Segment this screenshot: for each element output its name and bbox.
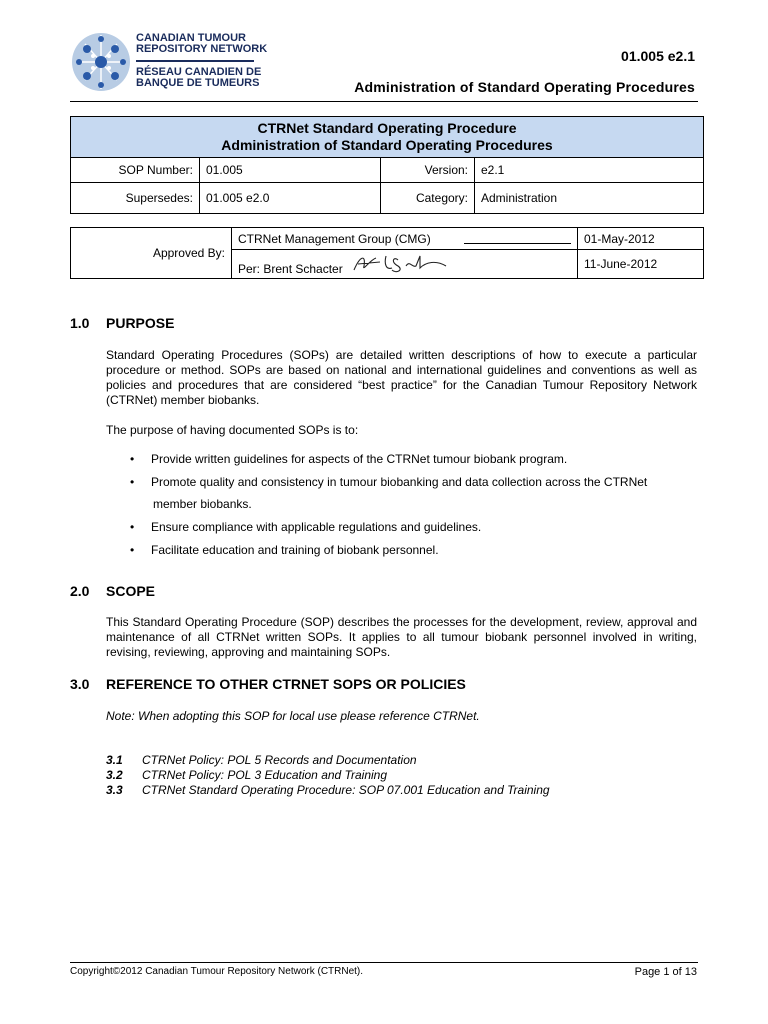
approver-name: CTRNet Management Group (CMG)	[238, 231, 431, 246]
logo-text-fr-1: RÉSEAU CANADIEN DE	[136, 66, 262, 78]
per-name: Per: Brent Schacter	[238, 262, 343, 276]
section-number: 3.0	[70, 676, 90, 692]
per-cell	[232, 250, 578, 279]
footer-rule	[70, 962, 698, 963]
section-title: SCOPE	[106, 583, 156, 599]
sop-number-value: 01.005	[200, 158, 381, 183]
sop-table-title	[71, 117, 704, 158]
logo-text-fr-2: BANQUE DE TUMEURS	[136, 77, 260, 89]
section-heading-purpose	[70, 315, 174, 331]
section-title: PURPOSE	[106, 315, 175, 331]
references-note: Note: When adopting this SOP for local use please reference CTRNet.	[106, 709, 480, 723]
list-item-text: Facilitate education and training of biobank personnel.	[151, 543, 439, 557]
section-heading-scope	[70, 583, 155, 599]
sop-number-label: SOP Number:	[71, 158, 200, 183]
document-title: Administration of Standard Operating Procedures	[354, 79, 695, 95]
reference-number: 3.3	[106, 783, 123, 797]
list-item-text: member biobanks.	[153, 497, 252, 511]
list-item-text: Ensure compliance with applicable regulations and guidelines.	[151, 520, 482, 534]
logo-text-en-2: REPOSITORY NETWORK	[136, 43, 268, 55]
category-label: Category:	[381, 183, 475, 214]
header-rule	[70, 101, 698, 102]
approval-table	[70, 227, 704, 279]
footer-page-number: Page 1 of 13	[634, 966, 697, 978]
sop-table-title-line2: Administration of Standard Operating Procedures	[221, 137, 553, 153]
purpose-intro: The purpose of having documented SOPs is to:	[106, 423, 359, 437]
bullet-icon: •	[130, 475, 135, 489]
supersedes-value: 01.005 e2.0	[200, 183, 381, 214]
bullet-icon: •	[130, 520, 135, 534]
logo-divider	[136, 60, 254, 62]
bullet-icon: •	[130, 543, 135, 557]
sop-info-table	[70, 116, 704, 214]
section-number: 2.0	[70, 583, 90, 599]
sop-table-title-line1: CTRNet Standard Operating Procedure	[257, 120, 517, 136]
footer-copyright: Copyright©2012 Canadian Tumour Repository Network (CTRNet).	[70, 966, 364, 977]
signature	[350, 250, 460, 276]
references-list	[106, 753, 706, 803]
section-number: 1.0	[70, 315, 90, 331]
approver-cell	[232, 228, 578, 250]
reference-text: CTRNet Standard Operating Procedure: SOP 07.001 Education and Training	[142, 783, 550, 797]
approver-signature-line	[464, 243, 571, 244]
scope-paragraph: This Standard Operating Procedure (SOP) describes the processes for the development, review, approval and maintenance of all CTRNet written SOPs. It applies to all tumour biobank personnel involved in writing, revising, reviewing, approving and maintaining SOPs.	[106, 615, 697, 659]
logo-text-en-1: CANADIAN TUMOUR	[136, 32, 246, 44]
version-value: e2.1	[475, 158, 704, 183]
reference-text: CTRNet Policy: POL 5 Records and Documentation	[142, 753, 417, 767]
section-title: REFERENCE TO OTHER CTRNET SOPS OR POLICIES	[106, 676, 466, 692]
purpose-paragraph: Standard Operating Procedures (SOPs) are detailed written descriptions of how to execute a particular procedure or method. SOPs are based on national and international guidelines and conventions as well as policies and procedures that are considered “best practice” for the Canadian Tumour Repository Network (CTRNet) member biobanks.	[106, 348, 697, 407]
reference-number: 3.2	[106, 768, 123, 782]
category-value: Administration	[475, 183, 704, 214]
section-heading-references	[70, 676, 466, 692]
approver-date: 01-May-2012	[578, 228, 704, 250]
reference-number: 3.1	[106, 753, 123, 767]
list-item-text: Promote quality and consistency in tumour biobanking and data collection across the CTRNet	[151, 475, 648, 489]
document-number: 01.005 e2.1	[621, 48, 695, 64]
supersedes-label: Supersedes:	[71, 183, 200, 214]
bullet-icon: •	[130, 452, 135, 466]
ctrnet-logo	[70, 27, 132, 97]
version-label: Version:	[381, 158, 475, 183]
per-date: 11-June-2012	[578, 250, 704, 279]
reference-text: CTRNet Policy: POL 3 Education and Training	[142, 768, 388, 782]
approved-by-label: Approved By:	[71, 228, 232, 279]
list-item-text: Provide written guidelines for aspects of the CTRNet tumour biobank program.	[151, 452, 568, 466]
